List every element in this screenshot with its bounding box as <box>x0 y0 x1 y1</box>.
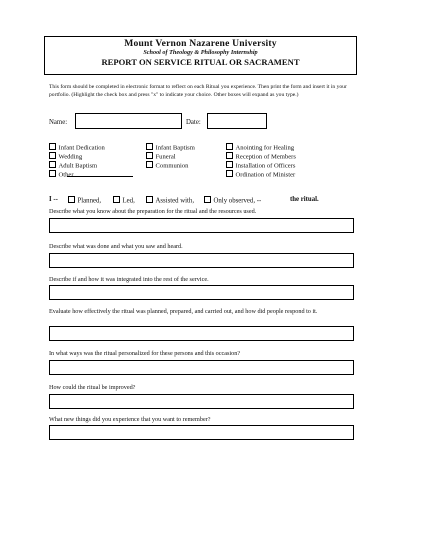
role-prefix: I -- <box>49 196 58 203</box>
answer-box-3[interactable] <box>49 285 354 300</box>
option-ordination-of-minister[interactable]: Ordination of Minister <box>226 170 295 180</box>
header-box <box>44 36 357 75</box>
option-reception-of-members[interactable]: Reception of Members <box>226 152 296 162</box>
question-7: What new things did you experience that you want to remember? <box>49 416 211 423</box>
intro-instructions: This form should be completed in electronic format to reflect on each Ritual you experience. Then print the form and insert it in your portfolio. (Highlight the check box and press "x" to indicate your choice. Other boxes will expand as you type.) <box>49 84 347 98</box>
date-label: Date: <box>186 119 201 126</box>
name-field[interactable] <box>75 113 182 129</box>
checkbox-icon[interactable] <box>49 143 56 150</box>
option-anointing-for-healing[interactable]: Anointing for Healing <box>226 143 294 153</box>
question-2: Describe what was done and what you saw and heard. <box>49 243 183 250</box>
question-4: Evaluate how effectively the ritual was planned, prepared, and carried out, and how did people respond to it. <box>49 308 318 315</box>
checkbox-icon[interactable] <box>146 196 153 203</box>
role-assisted[interactable]: Assisted with, <box>146 196 194 206</box>
checkbox-icon[interactable] <box>226 152 233 159</box>
option-adult-baptism[interactable]: Adult Baptism <box>49 161 97 171</box>
question-1: Describe what you know about the preparation for the ritual and the resources used. <box>49 208 257 215</box>
option-infant-dedication[interactable]: Infant Dedication <box>49 143 105 153</box>
checkbox-icon[interactable] <box>49 152 56 159</box>
option-other[interactable]: Other <box>49 170 74 180</box>
answer-box-6[interactable] <box>49 394 354 409</box>
option-wedding[interactable]: Wedding <box>49 152 82 162</box>
answer-box-7[interactable] <box>49 425 354 440</box>
checkbox-icon[interactable] <box>226 161 233 168</box>
internship-subtitle: School of Theology & Philosophy Internship <box>143 49 258 56</box>
checkbox-icon[interactable] <box>226 170 233 177</box>
name-label: Name: <box>49 119 68 126</box>
university-title: Mount Vernon Nazarene University <box>124 38 277 49</box>
answer-box-2[interactable] <box>49 253 354 268</box>
other-text-line[interactable] <box>67 176 133 177</box>
checkbox-icon[interactable] <box>204 196 211 203</box>
answer-box-5[interactable] <box>49 360 354 375</box>
question-6: How could the ritual be improved? <box>49 384 136 391</box>
role-led[interactable]: Led, <box>113 196 135 206</box>
checkbox-icon[interactable] <box>146 143 153 150</box>
checkbox-icon[interactable] <box>146 152 153 159</box>
checkbox-icon[interactable] <box>68 196 75 203</box>
date-field[interactable] <box>207 113 267 129</box>
role-planned[interactable]: Planned, <box>68 196 101 206</box>
role-suffix: the ritual. <box>290 196 319 203</box>
role-observed[interactable]: Only observed, -- <box>204 196 261 206</box>
report-title: REPORT ON SERVICE RITUAL OR SACRAMENT <box>101 57 300 67</box>
question-5: In what ways was the ritual personalized for these persons and this occasion? <box>49 350 241 357</box>
checkbox-icon[interactable] <box>113 196 120 203</box>
checkbox-icon[interactable] <box>49 170 56 177</box>
answer-box-4[interactable] <box>49 326 354 341</box>
checkbox-icon[interactable] <box>146 161 153 168</box>
question-3: Describe if and how it was integrated into the rest of the service. <box>49 276 209 283</box>
option-funeral[interactable]: Funeral <box>146 152 176 162</box>
option-infant-baptism[interactable]: Infant Baptism <box>146 143 195 153</box>
answer-box-1[interactable] <box>49 218 354 233</box>
checkbox-icon[interactable] <box>49 161 56 168</box>
option-communion[interactable]: Communion <box>146 161 188 171</box>
option-installation-of-officers[interactable]: Installation of Officers <box>226 161 295 171</box>
checkbox-icon[interactable] <box>226 143 233 150</box>
